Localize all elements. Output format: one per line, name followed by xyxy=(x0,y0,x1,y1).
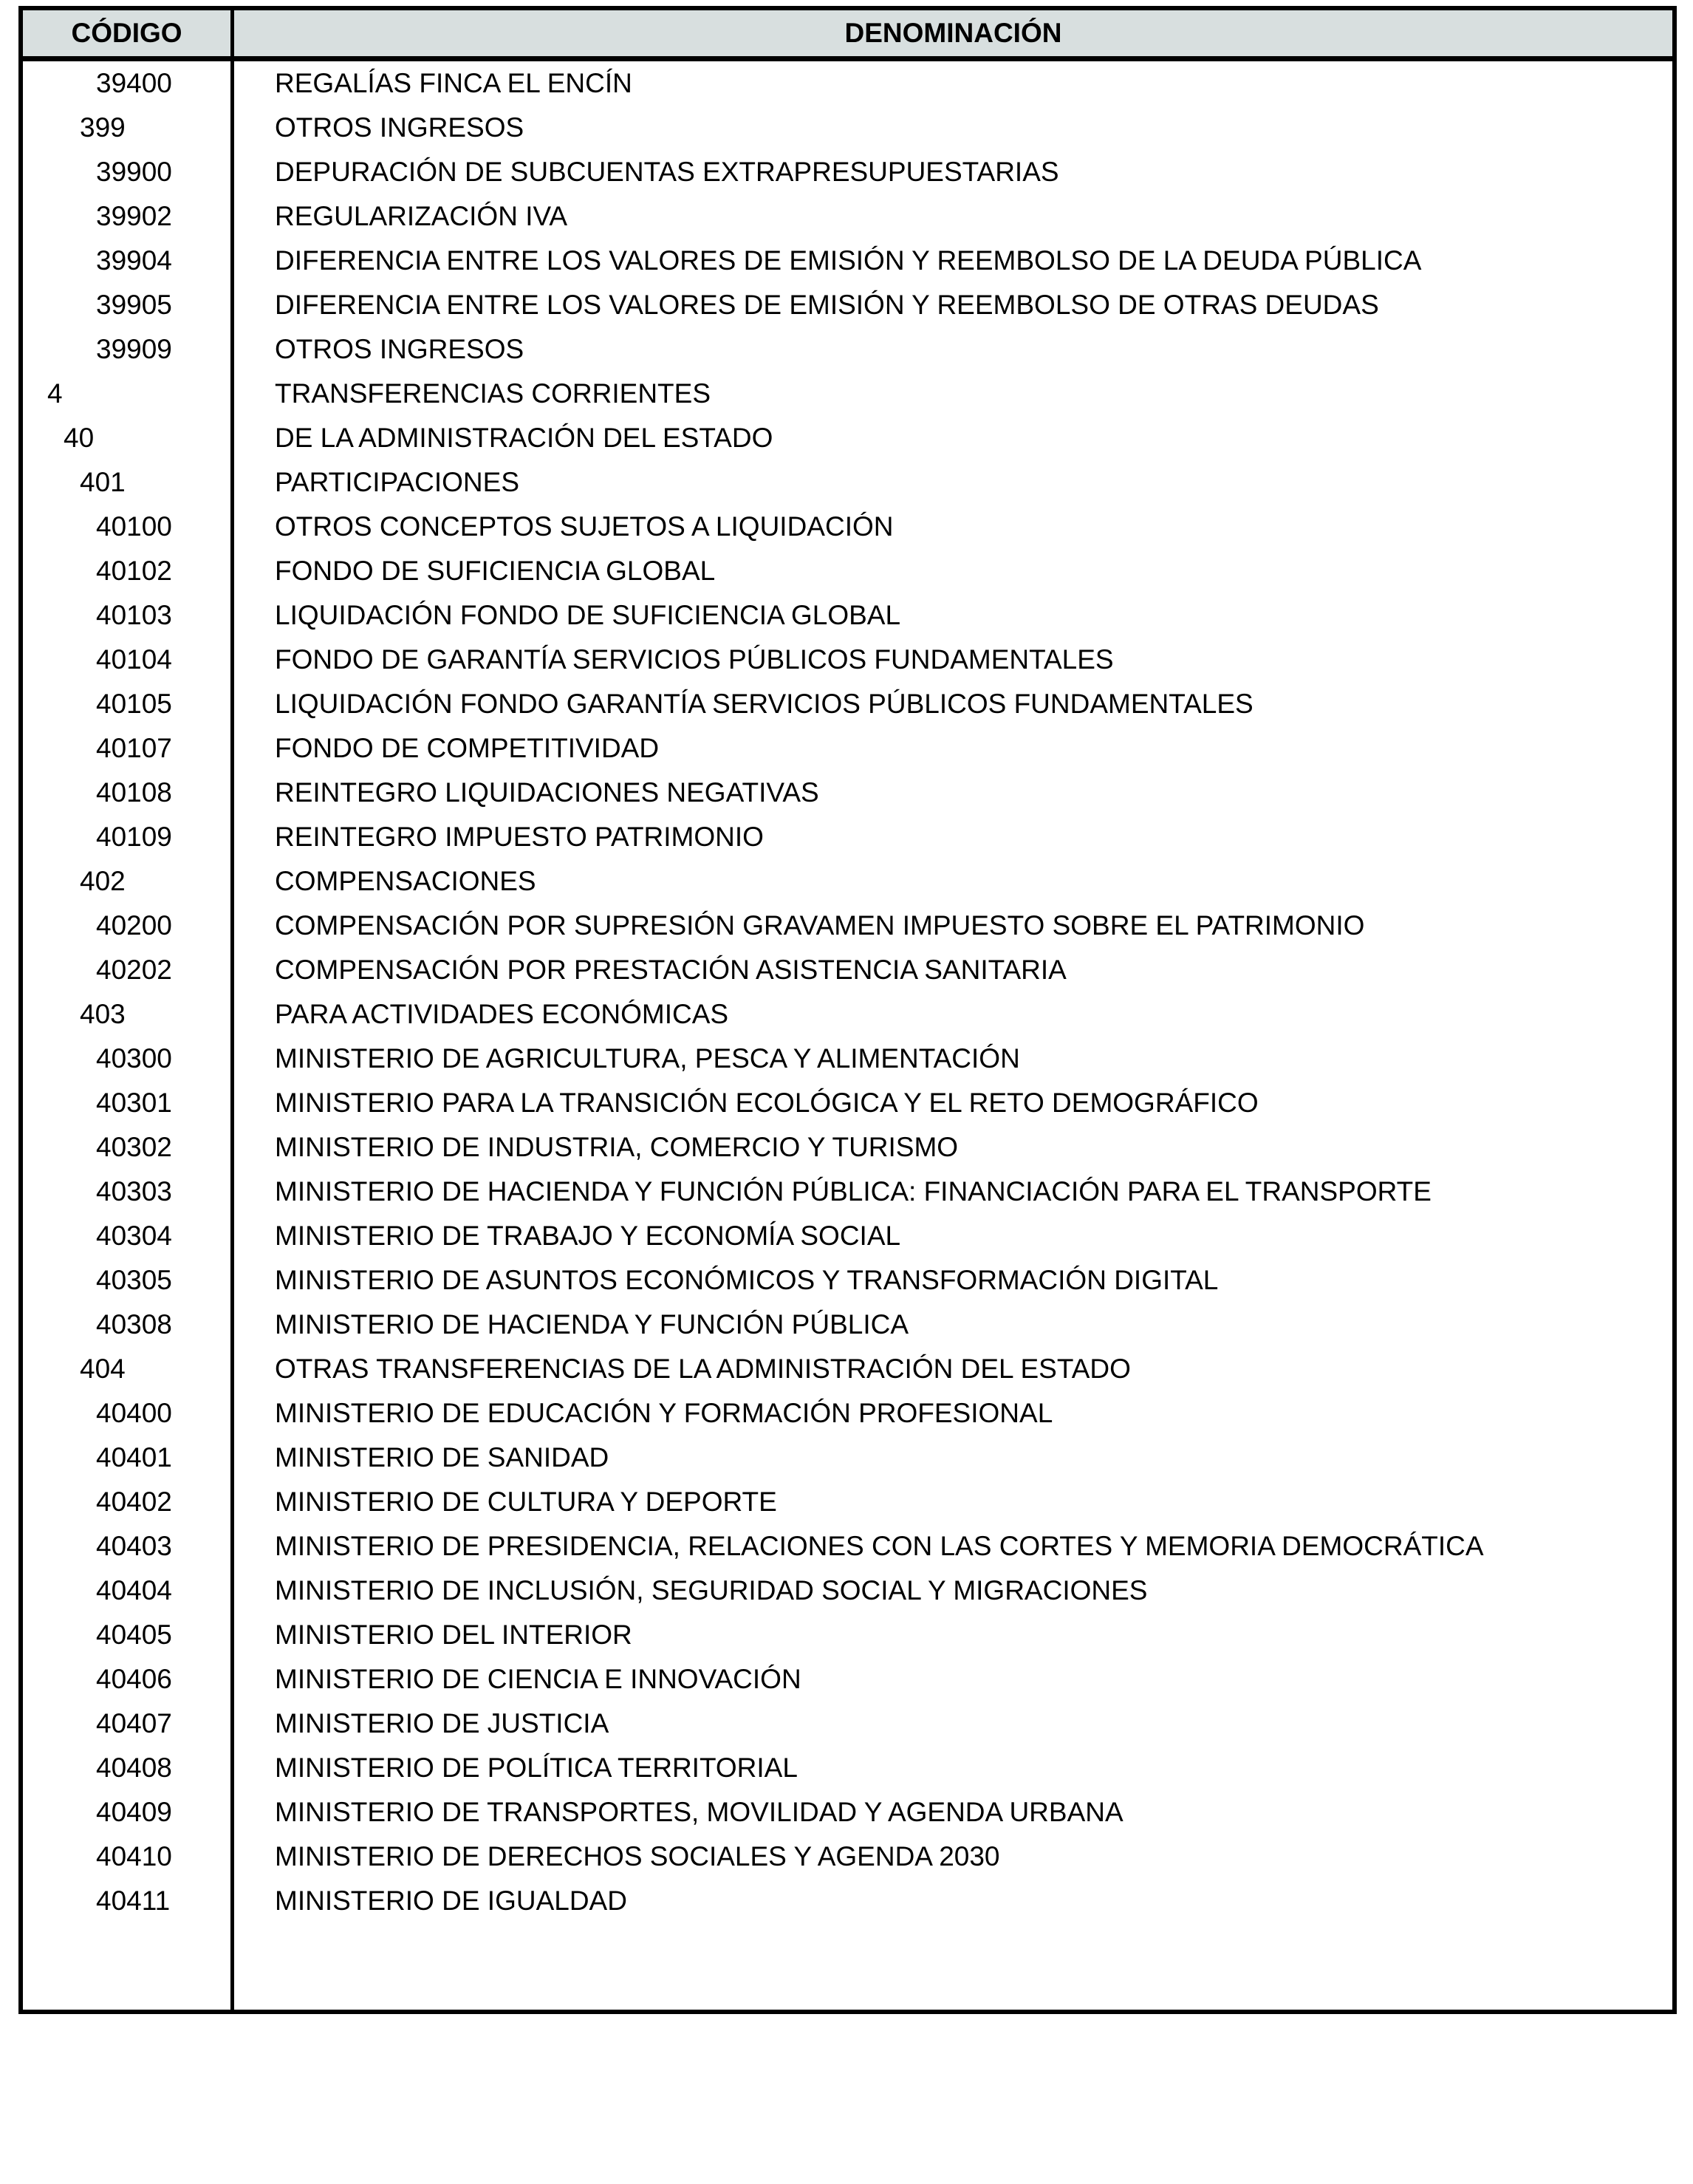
code-cell: 40410 xyxy=(23,1835,234,1879)
code-cell: 39400 xyxy=(23,61,234,106)
denomination-cell: DIFERENCIA ENTRE LOS VALORES DE EMISIÓN Y REEMBOLSO DE OTRAS DEUDAS xyxy=(275,290,1379,320)
code-cell: 39904 xyxy=(23,239,234,283)
denomination-cell: MINISTERIO PARA LA TRANSICIÓN ECOLÓGICA Y EL RETO DEMOGRÁFICO xyxy=(275,1088,1259,1118)
code-cell: 40109 xyxy=(23,815,234,859)
denomination-cell: MINISTERIO DE SANIDAD xyxy=(275,1442,609,1473)
table-row xyxy=(23,1347,1672,1391)
table-row xyxy=(23,1480,1672,1524)
denomination-cell: MINISTERIO DE ASUNTOS ECONÓMICOS Y TRANSFORMACIÓN DIGITAL xyxy=(275,1265,1219,1295)
denomination-cell: REGULARIZACIÓN IVA xyxy=(275,201,568,231)
table-row xyxy=(23,1524,1672,1569)
table-row xyxy=(23,1125,1672,1170)
denomination-cell: OTROS INGRESOS xyxy=(275,334,524,364)
denomination-cell: DEPURACIÓN DE SUBCUENTAS EXTRAPRESUPUESTARIAS xyxy=(275,157,1059,187)
code-cell: 402 xyxy=(23,859,234,904)
code-cell: 40300 xyxy=(23,1037,234,1081)
table-empty-space xyxy=(23,1923,1672,2010)
table-row xyxy=(23,815,1672,859)
table-row xyxy=(23,904,1672,948)
denomination-cell: COMPENSACIONES xyxy=(275,866,536,896)
denomination-cell: MINISTERIO DE POLÍTICA TERRITORIAL xyxy=(275,1753,798,1783)
table-row xyxy=(23,549,1672,593)
code-cell: 40304 xyxy=(23,1214,234,1258)
table-row xyxy=(23,1391,1672,1436)
table-row xyxy=(23,1436,1672,1480)
denomination-cell: MINISTERIO DE PRESIDENCIA, RELACIONES CON LAS CORTES Y MEMORIA DEMOCRÁTICA xyxy=(275,1531,1484,1561)
code-cell: 40301 xyxy=(23,1081,234,1125)
code-cell: 40308 xyxy=(23,1303,234,1347)
denomination-cell: LIQUIDACIÓN FONDO GARANTÍA SERVICIOS PÚBLICOS FUNDAMENTALES xyxy=(275,689,1253,719)
table-row xyxy=(23,283,1672,327)
denomination-cell: REINTEGRO IMPUESTO PATRIMONIO xyxy=(275,822,764,852)
code-cell: 40200 xyxy=(23,904,234,948)
budget-codes-table xyxy=(18,6,1677,2014)
table-row xyxy=(23,194,1672,239)
code-cell: 39909 xyxy=(23,327,234,372)
table-row xyxy=(23,1613,1672,1657)
table-row xyxy=(23,771,1672,815)
code-cell: 40404 xyxy=(23,1569,234,1613)
code-cell: 40305 xyxy=(23,1258,234,1303)
denomination-cell: FONDO DE SUFICIENCIA GLOBAL xyxy=(275,556,716,586)
table-row xyxy=(23,1879,1672,1923)
code-cell: 40400 xyxy=(23,1391,234,1436)
denomination-cell: MINISTERIO DE INCLUSIÓN, SEGURIDAD SOCIAL Y MIGRACIONES xyxy=(275,1575,1148,1605)
code-cell: 40107 xyxy=(23,726,234,771)
code-cell: 39902 xyxy=(23,194,234,239)
denomination-cell: MINISTERIO DE JUSTICIA xyxy=(275,1708,609,1738)
table-row xyxy=(23,1258,1672,1303)
denomination-cell: DE LA ADMINISTRACIÓN DEL ESTADO xyxy=(275,423,773,453)
table-row xyxy=(23,1303,1672,1347)
denomination-cell: REGALÍAS FINCA EL ENCÍN xyxy=(275,68,632,98)
code-cell: 40303 xyxy=(23,1170,234,1214)
table-row xyxy=(23,460,1672,505)
code-cell: 40302 xyxy=(23,1125,234,1170)
code-cell: 40411 xyxy=(23,1879,234,1923)
code-cell: 40105 xyxy=(23,682,234,726)
table-row xyxy=(23,726,1672,771)
code-cell: 40100 xyxy=(23,505,234,549)
table-row xyxy=(23,1835,1672,1879)
code-cell: 39905 xyxy=(23,283,234,327)
table-row xyxy=(23,1657,1672,1702)
table-row xyxy=(23,106,1672,150)
table-row xyxy=(23,1170,1672,1214)
denomination-cell: MINISTERIO DE EDUCACIÓN Y FORMACIÓN PROFESIONAL xyxy=(275,1398,1053,1428)
code-cell: 40408 xyxy=(23,1746,234,1790)
denomination-cell: MINISTERIO DE HACIENDA Y FUNCIÓN PÚBLICA xyxy=(275,1309,909,1340)
denomination-cell: OTROS CONCEPTOS SUJETOS A LIQUIDACIÓN xyxy=(275,511,894,542)
denomination-cell: DIFERENCIA ENTRE LOS VALORES DE EMISIÓN Y REEMBOLSO DE LA DEUDA PÚBLICA xyxy=(275,245,1422,276)
code-cell: 40102 xyxy=(23,549,234,593)
table-row xyxy=(23,859,1672,904)
table-row xyxy=(23,61,1672,106)
denomination-cell: REINTEGRO LIQUIDACIONES NEGATIVAS xyxy=(275,777,819,808)
code-cell: 40 xyxy=(23,416,234,460)
denomination-cell: TRANSFERENCIAS CORRIENTES xyxy=(275,378,711,409)
denomination-cell: PARTICIPACIONES xyxy=(275,467,520,497)
denomination-cell: MINISTERIO DE HACIENDA Y FUNCIÓN PÚBLICA: FINANCIACIÓN PARA EL TRANSPORTE xyxy=(275,1176,1432,1207)
column-header-denominacion: DENOMINACIÓN xyxy=(844,18,1062,48)
table-row xyxy=(23,1214,1672,1258)
denomination-cell: OTRAS TRANSFERENCIAS DE LA ADMINISTRACIÓN DEL ESTADO xyxy=(275,1354,1131,1384)
code-cell: 40403 xyxy=(23,1524,234,1569)
code-cell: 40401 xyxy=(23,1436,234,1480)
denomination-cell: MINISTERIO DE TRABAJO Y ECONOMÍA SOCIAL xyxy=(275,1221,901,1251)
code-cell: 40409 xyxy=(23,1790,234,1835)
code-cell: 39900 xyxy=(23,150,234,194)
table-row xyxy=(23,150,1672,194)
denomination-cell: MINISTERIO DE AGRICULTURA, PESCA Y ALIMENTACIÓN xyxy=(275,1043,1020,1074)
table-row xyxy=(23,372,1672,416)
code-cell: 40406 xyxy=(23,1657,234,1702)
code-cell: 4 xyxy=(23,372,234,416)
table-row xyxy=(23,505,1672,549)
table-row xyxy=(23,593,1672,638)
table-row xyxy=(23,1569,1672,1613)
code-cell-empty xyxy=(23,1923,234,2010)
denomination-cell: PARA ACTIVIDADES ECONÓMICAS xyxy=(275,999,729,1029)
denomination-cell: MINISTERIO DE IGUALDAD xyxy=(275,1886,627,1916)
code-cell: 404 xyxy=(23,1347,234,1391)
table-row xyxy=(23,948,1672,992)
denomination-cell: OTROS INGRESOS xyxy=(275,112,524,143)
code-cell: 40407 xyxy=(23,1702,234,1746)
table-row xyxy=(23,1702,1672,1746)
table-header-row xyxy=(23,10,1672,61)
denomination-cell: MINISTERIO DE TRANSPORTES, MOVILIDAD Y AGENDA URBANA xyxy=(275,1797,1123,1827)
table-row xyxy=(23,1746,1672,1790)
denomination-cell: COMPENSACIÓN POR SUPRESIÓN GRAVAMEN IMPUESTO SOBRE EL PATRIMONIO xyxy=(275,910,1365,941)
code-cell: 399 xyxy=(23,106,234,150)
code-cell: 40104 xyxy=(23,638,234,682)
table-row xyxy=(23,416,1672,460)
denomination-cell: MINISTERIO DE CIENCIA E INNOVACIÓN xyxy=(275,1664,801,1694)
code-cell: 40402 xyxy=(23,1480,234,1524)
table-row xyxy=(23,638,1672,682)
code-cell: 403 xyxy=(23,992,234,1037)
denomination-cell: LIQUIDACIÓN FONDO DE SUFICIENCIA GLOBAL xyxy=(275,600,901,630)
denomination-cell: FONDO DE COMPETITIVIDAD xyxy=(275,733,660,763)
table-row xyxy=(23,1037,1672,1081)
denomination-cell: MINISTERIO DE DERECHOS SOCIALES Y AGENDA 2030 xyxy=(275,1841,1000,1871)
code-cell: 40202 xyxy=(23,948,234,992)
code-cell: 40405 xyxy=(23,1613,234,1657)
table-row xyxy=(23,992,1672,1037)
table-body xyxy=(23,61,1672,2010)
denomination-cell: FONDO DE GARANTÍA SERVICIOS PÚBLICOS FUNDAMENTALES xyxy=(275,644,1114,675)
denomination-cell: MINISTERIO DE INDUSTRIA, COMERCIO Y TURISMO xyxy=(275,1132,959,1162)
table-row xyxy=(23,682,1672,726)
denomination-cell: MINISTERIO DE CULTURA Y DEPORTE xyxy=(275,1487,777,1517)
denomination-cell: COMPENSACIÓN POR PRESTACIÓN ASISTENCIA SANITARIA xyxy=(275,955,1067,985)
table-row xyxy=(23,1790,1672,1835)
table-row xyxy=(23,239,1672,283)
denomination-cell: MINISTERIO DEL INTERIOR xyxy=(275,1620,632,1650)
table-row xyxy=(23,1081,1672,1125)
code-cell: 40108 xyxy=(23,771,234,815)
column-header-codigo: CÓDIGO xyxy=(23,10,234,56)
code-cell: 40103 xyxy=(23,593,234,638)
denomination-cell-empty xyxy=(234,1923,1672,2010)
table-row xyxy=(23,327,1672,372)
code-cell: 401 xyxy=(23,460,234,505)
